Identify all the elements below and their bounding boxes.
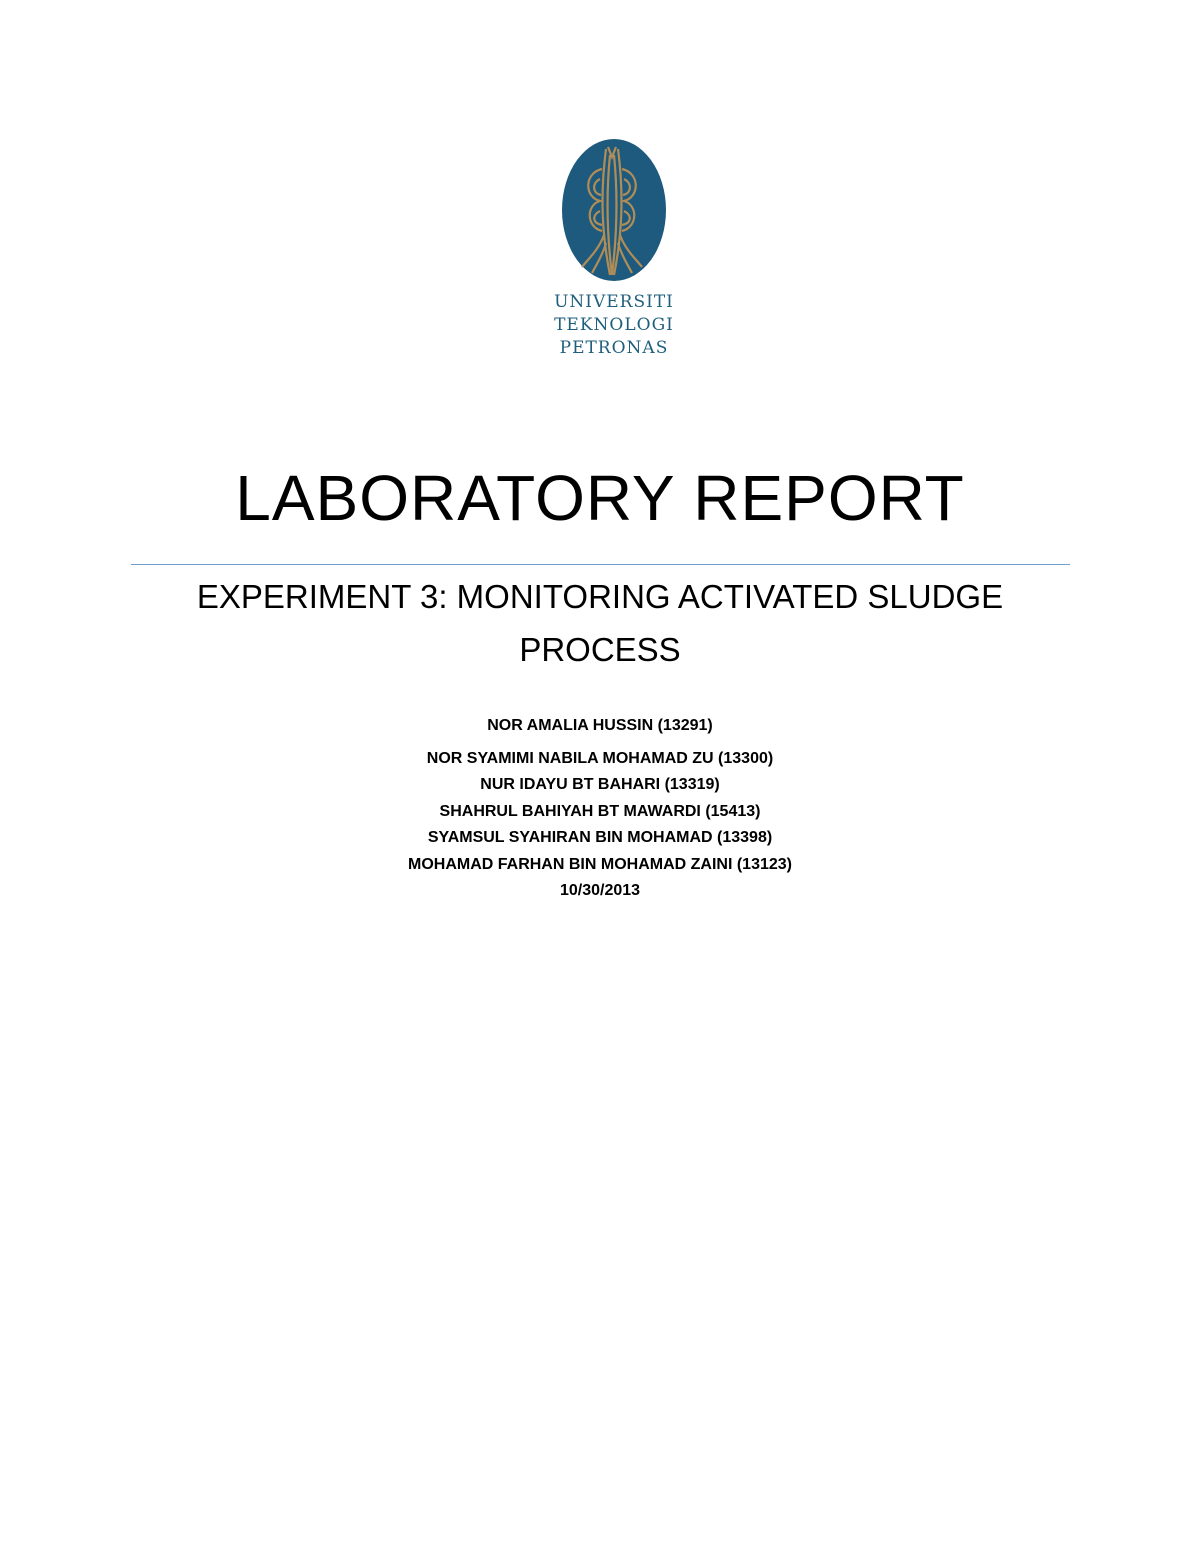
author-line: SHAHRUL BAHIYAH BT MAWARDI (15413): [439, 802, 761, 820]
report-title: LABORATORY REPORT: [235, 462, 965, 534]
author-line: MOHAMAD FARHAN BIN MOHAMAD ZAINI (13123): [407, 855, 792, 873]
author-line: NUR IDAYU BT BAHARI (13319): [480, 776, 720, 793]
title-divider: [131, 564, 1070, 565]
author-list: [0, 713, 1200, 905]
author-line: SYAMSUL SYAHIRAN BIN MOHAMAD (13398): [427, 829, 773, 846]
author-line: NOR AMALIA HUSSIN (13291): [487, 717, 713, 734]
author-line: NOR SYAMIMI NABILA MOHAMAD ZU (13300): [426, 749, 774, 767]
report-date: 10/30/2013: [559, 882, 641, 899]
logo-text-line2: TEKNOLOGI: [554, 315, 674, 335]
experiment-subtitle: EXPERIMENT 3: MONITORING ACTIVATED SLUDGE PROCESS: [196, 578, 1004, 668]
logo-text-line1: UNIVERSITI: [554, 292, 674, 312]
logo-text-line3: PETRONAS: [559, 338, 669, 358]
